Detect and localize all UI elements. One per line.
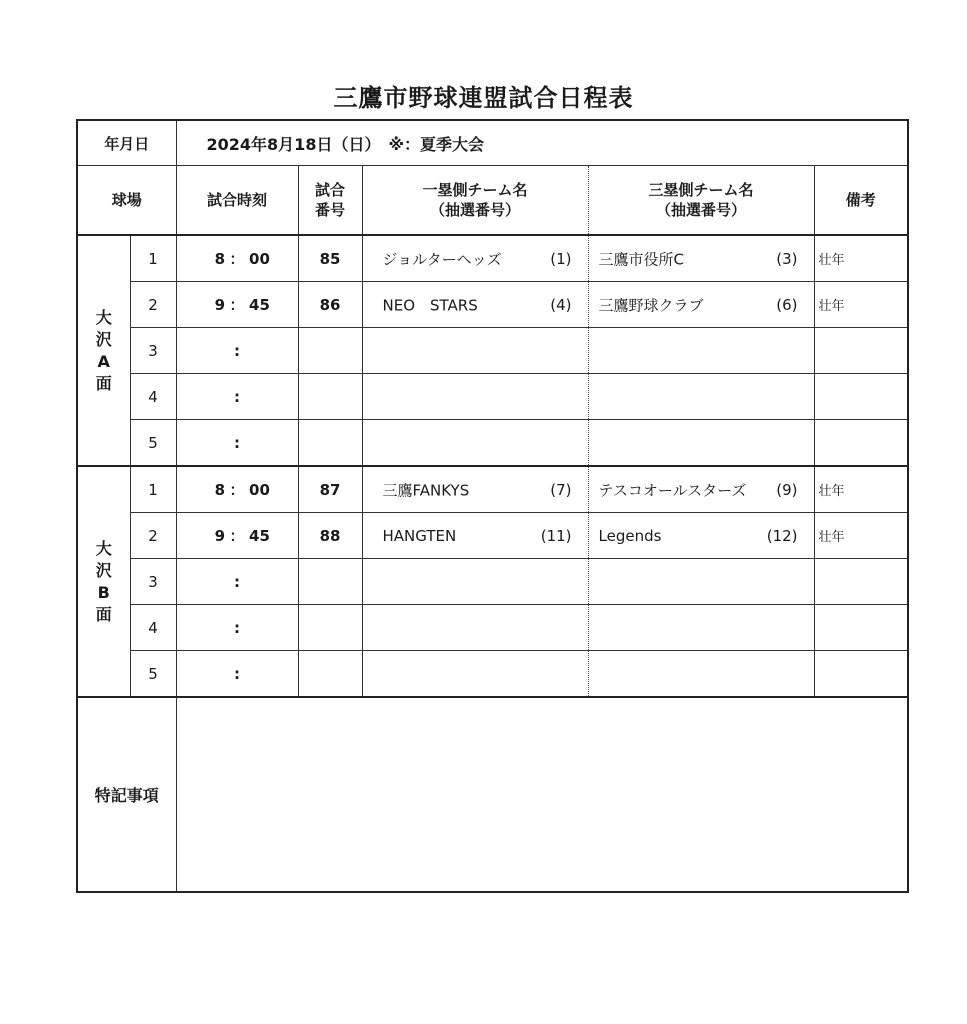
team1-name: NEO STARS: [382, 296, 478, 314]
header-team3: [588, 166, 814, 236]
table-row: [77, 466, 908, 513]
remark: 壮年: [814, 282, 908, 328]
slot-number: 2: [130, 513, 176, 559]
game-time: [176, 466, 298, 513]
team1-draw-number: (11): [540, 526, 572, 545]
team1-cell: [362, 651, 588, 698]
team1-cell: [362, 559, 588, 605]
team1-cell: [362, 235, 588, 282]
header-team3-line2: （抽選番号）: [656, 201, 747, 219]
game-time: [176, 559, 298, 605]
slot-number: 3: [130, 328, 176, 374]
table-row: [77, 374, 908, 420]
team1-cell: [362, 466, 588, 513]
team1-name: ジョルターヘッズ: [382, 250, 502, 268]
table-row: [77, 651, 908, 698]
remark: [814, 559, 908, 605]
game-time-colon: :: [234, 341, 241, 360]
team1-cell: [362, 513, 588, 559]
remark: 壮年: [814, 466, 908, 513]
game-time: [176, 513, 298, 559]
field-name-char: 面: [95, 373, 112, 393]
game-time-minute: 00: [249, 481, 270, 499]
remark: [814, 651, 908, 698]
page-title: 三鷹市野球連盟試合日程表: [333, 84, 634, 112]
team3-cell: [588, 466, 814, 513]
game-number: [298, 605, 362, 651]
team3-name: 三鷹野球クラブ: [598, 296, 704, 314]
team3-cell: [588, 651, 814, 698]
team3-cell: [588, 282, 814, 328]
header-time: 試合時刻: [176, 166, 298, 236]
date-label: 年月日: [77, 120, 176, 166]
team1-cell: [362, 605, 588, 651]
game-number: [298, 420, 362, 467]
schedule-table: [76, 119, 909, 893]
team1-draw-number: (4): [550, 295, 572, 314]
game-time: [176, 605, 298, 651]
field-name-char: 沢: [95, 329, 112, 349]
header-game-no: [298, 166, 362, 236]
remark: [814, 328, 908, 374]
field-name-char: 大: [95, 307, 112, 327]
game-time-colon: ：: [229, 250, 245, 268]
game-time-minute: 45: [249, 527, 270, 545]
team1-cell: [362, 374, 588, 420]
team1-cell: [362, 282, 588, 328]
table-row: [77, 282, 908, 328]
slot-number: 4: [130, 374, 176, 420]
notes-label: 特記事項: [77, 697, 176, 892]
game-time: [176, 651, 298, 698]
game-time-hour: 8: [214, 250, 226, 268]
remark: [814, 420, 908, 467]
team1-cell: [362, 420, 588, 467]
game-time-hour: 9: [214, 296, 226, 314]
game-time-colon: :: [234, 387, 241, 406]
slot-number: 3: [130, 559, 176, 605]
header-team1-line2: （抽選番号）: [430, 201, 521, 219]
slot-number: 2: [130, 282, 176, 328]
header-team1: [362, 166, 588, 236]
header-team1-line1: 一塁側チーム名: [422, 181, 528, 199]
slot-number: 1: [130, 466, 176, 513]
game-time-colon: :: [234, 572, 241, 591]
game-time-colon: ：: [229, 527, 245, 545]
game-time-colon: :: [234, 664, 241, 683]
team3-cell: [588, 235, 814, 282]
team3-name: 三鷹市役所C: [598, 250, 684, 268]
header-row: [77, 166, 908, 236]
remark: [814, 605, 908, 651]
slot-number: 1: [130, 235, 176, 282]
game-time: [176, 282, 298, 328]
table-row: [77, 420, 908, 467]
table-row: [77, 513, 908, 559]
game-time-colon: ：: [229, 481, 245, 499]
team3-draw-number: (3): [776, 249, 798, 268]
date-row: [77, 120, 908, 166]
team1-name: HANGTEN: [382, 526, 457, 545]
remark: 壮年: [814, 513, 908, 559]
team3-draw-number: (12): [766, 526, 798, 545]
field-name: [77, 466, 130, 697]
game-number: 87: [298, 466, 362, 513]
header-game-no-line1: 試合: [315, 181, 346, 199]
slot-number: 5: [130, 420, 176, 467]
game-number: [298, 651, 362, 698]
field-name-char: B: [97, 582, 110, 602]
game-time-hour: 9: [214, 527, 226, 545]
game-time-minute: 45: [249, 296, 270, 314]
team1-draw-number: (1): [550, 249, 572, 268]
game-time-colon: ：: [229, 296, 245, 314]
game-time: [176, 374, 298, 420]
table-row: [77, 559, 908, 605]
game-time-minute: 00: [249, 250, 270, 268]
game-number: 88: [298, 513, 362, 559]
field-name: [77, 235, 130, 466]
field-name-char: 大: [95, 538, 112, 558]
game-number: [298, 328, 362, 374]
game-number: [298, 559, 362, 605]
team3-cell: [588, 328, 814, 374]
team3-draw-number: (9): [776, 480, 798, 499]
remark: 壮年: [814, 235, 908, 282]
slot-number: 5: [130, 651, 176, 698]
header-remarks: 備考: [814, 166, 908, 236]
team1-draw-number: (7): [550, 480, 572, 499]
team3-cell: [588, 559, 814, 605]
table-row: [77, 235, 908, 282]
game-time-colon: :: [234, 433, 241, 452]
team3-draw-number: (6): [776, 295, 798, 314]
game-time: [176, 328, 298, 374]
game-number: 86: [298, 282, 362, 328]
slot-number: 4: [130, 605, 176, 651]
team3-cell: [588, 513, 814, 559]
date-value: 2024年8月18日（日） ※：夏季大会: [176, 120, 908, 166]
header-game-no-line2: 番号: [315, 201, 346, 219]
field-name-char: A: [97, 351, 110, 371]
header-field: 球場: [77, 166, 176, 236]
game-number: 85: [298, 235, 362, 282]
game-number: [298, 374, 362, 420]
team3-cell: [588, 605, 814, 651]
game-time-colon: :: [234, 618, 241, 637]
field-name-char: 面: [95, 604, 112, 624]
header-team3-line1: 三塁側チーム名: [648, 181, 754, 199]
team1-cell: [362, 328, 588, 374]
team3-name: Legends: [598, 526, 662, 545]
notes-row: [77, 697, 908, 892]
team1-name: 三鷹FANKYS: [382, 481, 470, 499]
team3-cell: [588, 420, 814, 467]
game-time: [176, 420, 298, 467]
team3-cell: [588, 374, 814, 420]
table-row: [77, 605, 908, 651]
field-name-char: 沢: [95, 560, 112, 580]
game-time-hour: 8: [214, 481, 226, 499]
notes-content: [176, 697, 908, 892]
remark: [814, 374, 908, 420]
team3-name: テスコオールスターズ: [598, 481, 747, 499]
table-row: [77, 328, 908, 374]
game-time: [176, 235, 298, 282]
